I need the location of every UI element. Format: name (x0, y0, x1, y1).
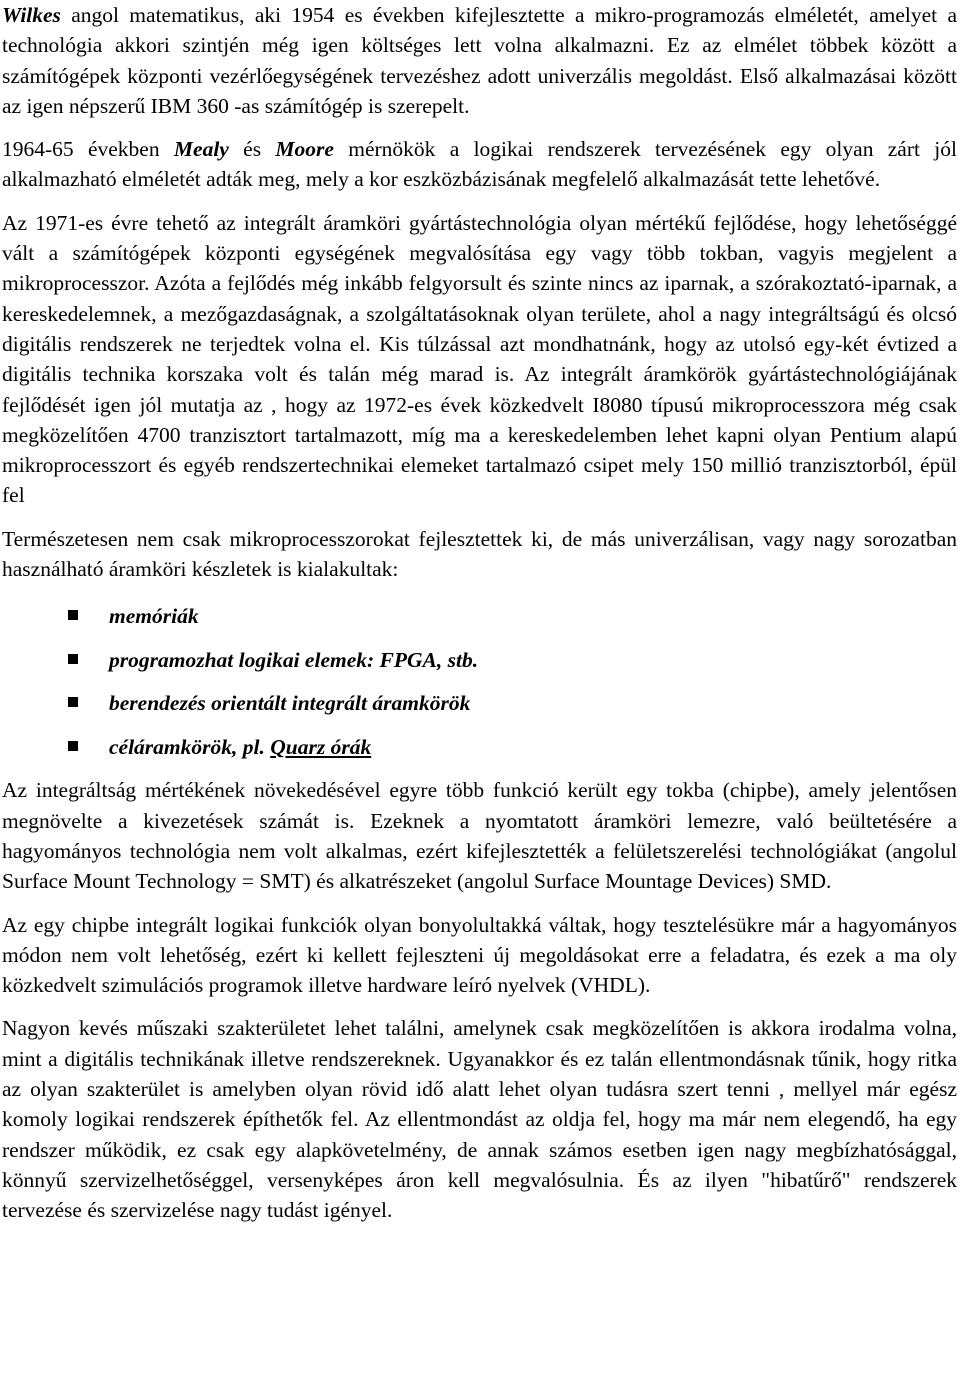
list-item (2, 726, 957, 770)
paragraph-wilkes-text: angol matematikus, aki 1954 es években kifejlesztette a mikro-programozás elméletét, amelyet a technológia akkori szintjén még igen költséges lett volna alkalmazni. Ez az elmélet többek között a számítógépek központi vezérlőegységének tervezéshez adott univerzális megoldást. Első alkalmazásai között az igen népszerű IBM 360 -as számítógép is szerepelt. (2, 3, 957, 118)
name-moore: Moore (275, 137, 334, 162)
paragraph-literature: Nagyon kevés műszaki szakterületet lehet találni, amelynek csak megközelítően is akkora irodalma volna, mint a digitális technikának illetve rendszereknek. Ugyanakkor és ez talán ellentmondásnak tűnik, hogy ritka az olyan szakterület is amelyben olyan rövid idő alatt lehet olyan tudásra szert tenni , mellyel már egész komoly logikai rendszerek építhetők fel. Az ellentmondást az oldja fel, hogy ma már nem elegendő, ha egy rendszer működik, ez csak egy alapkövetelmény, de annak számos esetben igen nagy megbízhatósággal, könnyű szervizelhetőséggel, versenyképes áron kell megvalósulnia. És az ilyen "hibatűrő" rendszerek tervezése és szervizelése nagy tudást igényel. (2, 1016, 957, 1223)
bullet-list (2, 595, 957, 769)
square-bullet-icon (68, 741, 78, 751)
list-item (2, 639, 957, 683)
paragraph-microprocessor-text-2: Azóta a fejlődés még inkább felgyorsult és szinte nincs az iparnak, a szórakoztató-iparnak, a kereskedelemnek, a mezőgazdaságnak, a szolgáltatásoknak olyan területe, ahol a nagy integráltságú és olcsó digitális rendszerek ne terjedtek volna el. Kis túlzással azt mondhatnánk, hogy az utolsó egy-két évtized a digitális technika korszaka volt és talán még marad is. Az integrált áramkörök gyártástechnológiájának fejlődését igen jól mutatja az , hogy az 1972-es évek közkedvelt I8080 típusú mikroprocesszora még csak megközelítően 4700 tranzisztort tartalmazott, míg ma a kereskedelemben lehet kapni olyan Pentium alapú mikroprocesszort és egyéb rendszertechnikai elemeket tartalmazó csipet mely 150 millió tranzisztorból, épül fel (2, 271, 957, 508)
name-mealy: Mealy (173, 137, 229, 162)
square-bullet-icon (68, 697, 78, 707)
list-item-label: programozhat logikai elemek: FPGA, stb. (109, 647, 479, 672)
list-item-label: memóriák (109, 604, 199, 629)
list-item (2, 682, 957, 726)
paragraph-mealy-moore-text-2: és (228, 137, 276, 162)
list-item (2, 595, 957, 639)
square-bullet-icon (68, 610, 78, 620)
name-wilkes: Wilkes (2, 3, 61, 27)
list-item-label: céláramkörök, pl. (109, 734, 271, 759)
paragraph-microprocessor (2, 208, 957, 511)
list-item-underlined-label: Quarz órák (270, 734, 372, 759)
paragraph-smt: Az integráltság mértékének növekedésével egyre több funkció került egy tokba (chipbe), amely jelentősen megnövelte a kivezetések számát is. Ezeknek a nyomtatott áramköri lemezre, való beültetésére a hagyományos technológia nem volt alkalmas, ezért kifejlesztették a felületszerelési technológiákat (angolul Surface Mount Technology = SMT) és alkatrészeket (angolul Surface Mountage Devices) SMD. (2, 778, 957, 894)
paragraph-mealy-moore-text-3: mérnökök a logikai rendszerek tervezésének egy olyan zárt jól alkalmazható elméletét adták meg, mely a kor eszközbázisának megfelelő alkalmazását tette lehetővé. (2, 137, 957, 192)
square-bullet-icon (68, 654, 78, 664)
paragraph-mealy-moore-text-1: 1964-65 években (2, 137, 174, 162)
paragraph-vhdl: Az egy chipbe integrált logikai funkciók olyan bonyolultakká váltak, hogy tesztelésükre már a hagyományos módon nem volt lehetőség, ezért ki kellett fejleszteni új megoldásokat erre a feladatra, és ezek a ma oly közkedvelt szimulációs programok illetve hardware leíró nyelvek (VHDL). (2, 912, 957, 998)
list-item-label: berendezés orientált integrált áramkörök (109, 691, 471, 716)
paragraph-mealy-moore (2, 134, 957, 195)
paragraph-microprocessor-text-1: Az 1971-es évre tehető az integrált áramköri gyártástechnológia olyan mértékű fejlődése, hogy lehetőséggé vált a számítógépek központi egységének megvalósítása egy vagy több tokban, vagyis megjelent a mikroprocesszor. (2, 210, 957, 296)
paragraph-wilkes (2, 0, 957, 121)
paragraph-circuit-kits: Természetesen nem csak mikroprocesszorokat fejlesztettek ki, de más univerzálisan, vagy nagy sorozatban használható áramköri készletek is kialakultak: (2, 526, 957, 582)
